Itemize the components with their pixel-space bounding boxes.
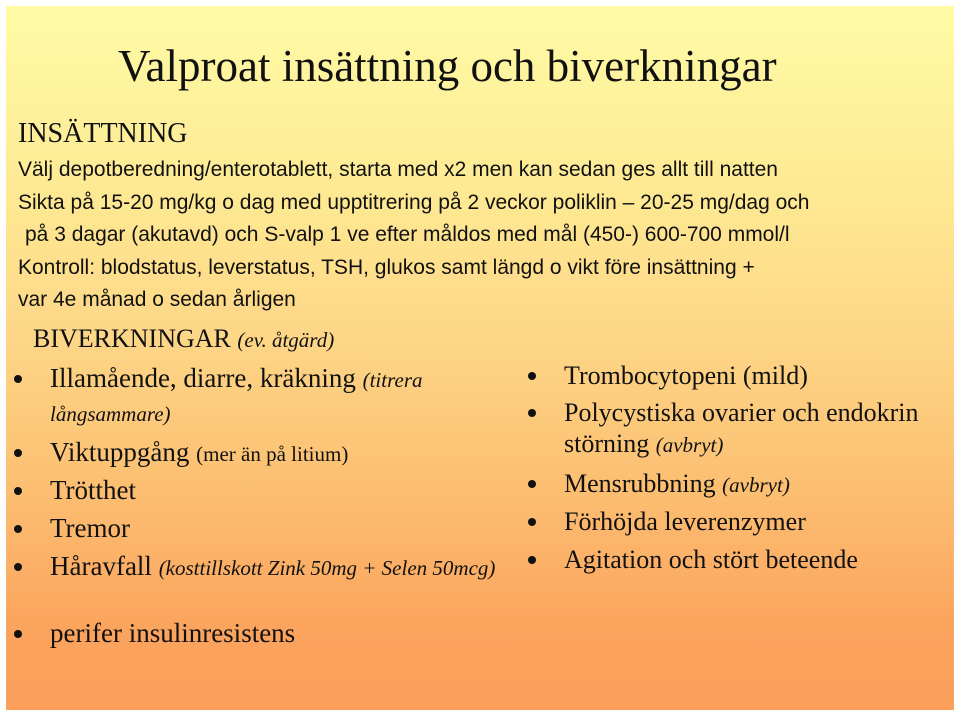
insattning-line-5: var 4e månad o sedan årligen [18,288,296,311]
bullet-icon [14,525,22,533]
side-effects-list-right [528,360,948,582]
list-item [528,544,948,582]
side-effects-list-left [14,362,524,657]
side-effect-main: Polycystiska ovarier och endokrin störning [564,398,919,458]
side-effect-main: Trötthet [50,475,137,505]
bullet-icon [14,375,22,383]
list-item [14,474,524,512]
list-item [14,512,524,550]
biverkningar-heading-text: BIVERKNINGAR [33,324,231,353]
side-effect-main: Viktuppgång [50,437,190,467]
list-item [14,550,524,617]
bullet-icon [528,518,536,526]
bullet-icon [528,409,536,417]
list-item [14,362,524,436]
bullet-icon [528,372,536,380]
insattning-section [18,116,948,317]
side-effect-main: perifer insulinresistens [50,618,296,648]
side-effect-note: (titrera långsammare) [50,368,423,426]
side-effect-main: Tremor [50,513,131,543]
bullet-icon [14,630,22,638]
bullet-icon [14,449,22,457]
side-effect-main: Mensrubbning [564,469,716,498]
bullet-icon [14,563,22,571]
side-effect-main: Agitation och stört beteende [564,545,858,574]
insattning-line-2: Sikta på 15-20 mg/kg o dag med upptitrering på 2 veckor poliklin – 20-25 mg/dag och [18,190,810,214]
biverkningar-heading-note: (ev. åtgärd) [237,328,335,352]
list-item [528,468,948,506]
insattning-line-3: på 3 dagar (akutavd) och S-valp 1 ve efter måldos med mål (450-) 600-700 mmol/l [25,223,790,246]
biverkningar-heading [33,322,334,357]
side-effect-note: (kosttillskott Zink 50mg + Selen 50mcg) [158,556,496,580]
slide-title: Valproat insättning och biverkningar [118,41,777,91]
bullet-icon [528,480,536,488]
side-effect-main: Trombocytopeni (mild) [564,361,808,390]
insattning-line-4: Kontroll: blodstatus, leverstatus, TSH, glukos samt längd o vikt före insättning + [18,255,755,279]
list-item [528,506,948,544]
side-effect-main: Förhöjda leverenzymer [564,507,806,536]
side-effect-note: (avbryt) [722,473,790,497]
side-effect-main: Håravfall [50,551,152,581]
insattning-heading: INSÄTTNING [18,118,188,149]
list-item [528,397,948,468]
bullet-icon [14,487,22,495]
slide [6,6,954,710]
insattning-line-1: Välj depotberedning/enterotablett, starta med x2 men kan sedan ges allt till natten [18,158,778,181]
side-effect-note: (avbryt) [655,433,724,457]
list-item [14,436,524,474]
bullet-icon [528,556,536,564]
side-effect-main: Illamående, diarre, kräkning [50,363,356,393]
list-item [528,360,948,397]
side-effect-note: (mer än på litium) [196,442,349,466]
list-item [14,617,524,657]
